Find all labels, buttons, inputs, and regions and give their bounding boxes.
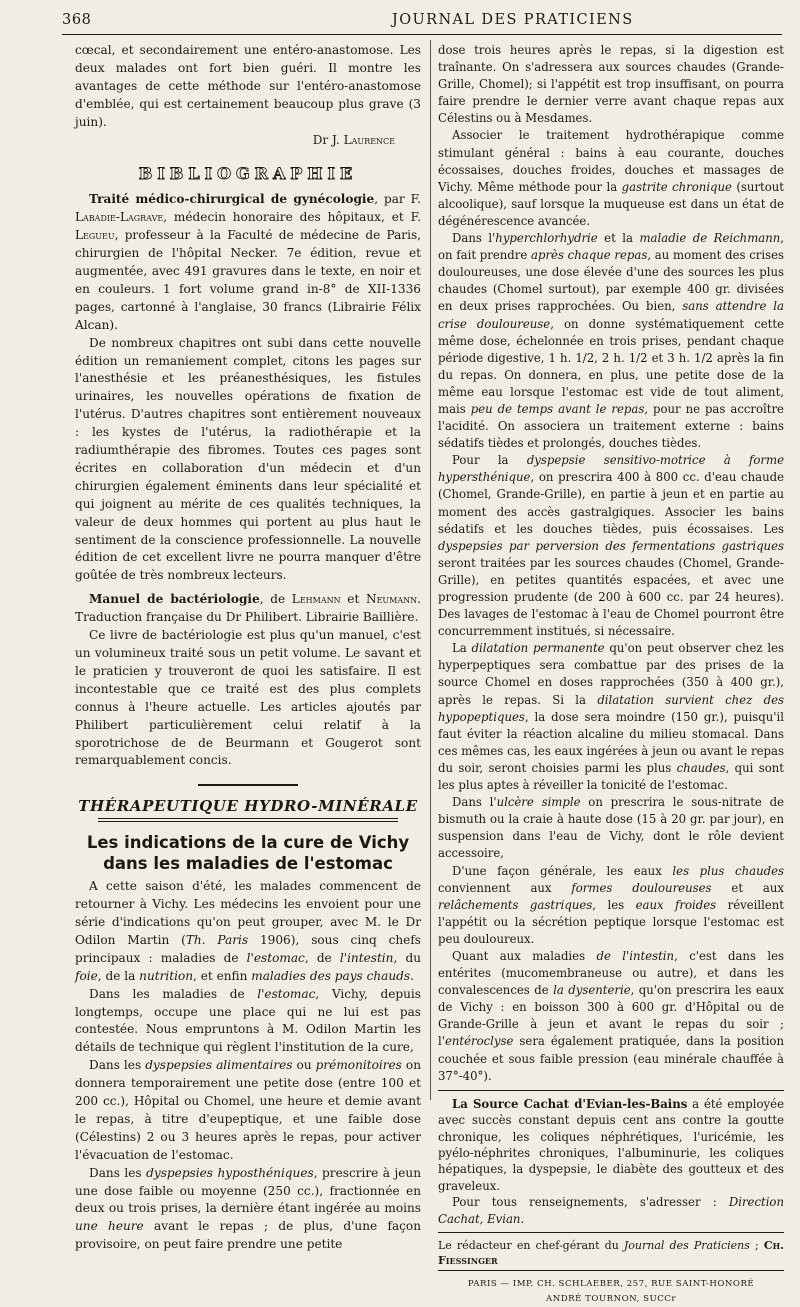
book-title: Manuel de bactériologie bbox=[89, 592, 260, 607]
book-review-bacteriologie: Ce livre de bactériologie est plus qu'un manuel, c'est un volumineux traité sous un petit volume. Le savant et le praticien y trouveront de quoi les satisfaire. Il est incontestable que ce traité est des plus complets connus à l'heure actuelle. Les articles ajoutés par Philibert particulièrement celui relatif à la sporotrichose de de Beurmann et Gougerot sont remarquablement concis. bbox=[75, 628, 421, 768]
section-title-rule bbox=[98, 818, 398, 822]
book-author: Lehmann bbox=[291, 592, 341, 607]
article-paragraph: Quant aux maladies de l'intestin, c'est dans les entérites (mucomembraneuse ou autre), et dans les convalescences de la dysenterie, qu'on prescrira les eaux de Vichy : en boisson 300 à 600 gr. d'Hôpital ou de Grande-Grille à jeun et avant le repas du soir ; l'entéroclyse sera également pratiquée, dans la position couchée et sous faible pression (eau minérale chauffée à 37°-40°). bbox=[438, 948, 784, 1083]
section-divider bbox=[75, 776, 421, 794]
section-title: THÉRAPEUTIQUE HYDRO-MINÉRALE bbox=[78, 797, 418, 816]
left-column bbox=[75, 42, 421, 1254]
advert-rule bbox=[438, 1232, 784, 1233]
article-paragraph: D'une façon générale, les eaux les plus chaudes conviennent aux formes douloureuses et aux relâchements gastriques, les eaux froides réveillent l'appétit ou la sécrétion peptique lorsque l'estomac est peu douloureux. bbox=[438, 863, 784, 946]
book-entry-gynecologie: Traité médico-chirurgical de gynécologie, par F. Labadie-Lagrave, médecin honoraire des hôpitaux, et F. Legueu, professeur à la Faculté de médecine de Paris, chirurgien de l'hôpital Necker. 7e édition, revue et augmentée, avec 491 gravures dans le texte, en noir et en couleurs. 1 fort volume grand in-8° de XII-1336 pages, cartonné à l'anglaise, 30 francs (Librairie Félix Alcan). bbox=[75, 192, 421, 332]
advert-rule bbox=[438, 1090, 784, 1091]
running-header bbox=[62, 8, 782, 35]
editor-name: Ch. Fiessinger bbox=[438, 1238, 784, 1267]
advert-contact: Direction Cachat, Evian. bbox=[438, 1195, 784, 1226]
article-paragraph: Dans les dyspepsies hyposthéniques, prescrire à jeun une dose faible ou moyenne (250 cc.), fractionnée en deux ou trois prises, la dernière étant ingérée au moins une heure avant le repas ; de plus, d'une façon provisoire, on peut faire prendre une petite bbox=[75, 1165, 422, 1252]
journal-title: JOURNAL DES PRATICIENS bbox=[392, 12, 634, 28]
book-author: Neumann bbox=[366, 592, 418, 607]
article-paragraph: Dans l'ulcère simple on prescrira le sous-nitrate de bismuth ou la craie à haute dose (15 à 20 gr. par jour), en suspension dans l'eau de Vichy, dont le rôle devient accessoire, bbox=[438, 795, 784, 861]
article-paragraph: Dans l'hyperchlorhydrie et la maladie de Reichmann, on fait prendre après chaque repas, au moment des crises douloureuses, une dose élevée d'une des sources les plus chaudes (Chomel surtout), par exemple 400 gr. divisées en deux prises rapprochées. Ou bien, sans attendre la crise douloureuse, on donne systématiquement cette même dose, échelonnée en trois prises, pendant chaque période digestive, 1 h. 1/2, 2 h. 1/2 et 3 h. 1/2 après la fin du repas. On donnera, en plus, une petite dose de la même eau lorsque l'estomac est vide de tout aliment, mais peu de temps avant le repas, pour ne pas accroître l'acidité. On associera un traitement externe : bains sédatifs tièdes et prolongés, douches tièdes. bbox=[438, 231, 785, 451]
book-review-gynecologie: De nombreux chapitres ont subi dans cette nouvelle édition un remaniement complet, citons les pages sur l'anesthésie et les préanesthésiques, les fistules urinaires, les nouvelles opérations de fixation de l'utérus. D'autres chapitres sont entièrement nouveaux : les kystes de l'utérus, la radiothérapie et la radiumthérapie des fibromes. Toutes ces pages sont écrites en collaboration d'un médecin et d'un chirurgien également éminents dans leur spécialité et qui joignent au mérite de ces qualités techniques, la valeur de deux hommes qui portent au plus haut le sentiment de la conscience professionnelle. La nouvelle édition de cet excellent livre ne pourra manquer d'être goûtée de très nombreux lecteurs. bbox=[75, 335, 421, 583]
advert-cachat: La Source Cachat d'Evian-les-Bains a été employée avec succès constant depuis cent ans contre la goutte chronique, les coliques néphrétiques, l'uricémie, les pyélo-néphrites chroniques, l'albuminurie, les coliques hépatiques, la dyspepsie, le diabète des goutteux et des graveleux. Pour tous renseignements, s'adresser : Direction Cachat, Evian. bbox=[438, 1096, 784, 1226]
book-author: Labadie-Lagrave bbox=[75, 210, 164, 225]
advert-title: La Source Cachat d'Evian-les-Bains bbox=[452, 1096, 688, 1111]
intro-paragraph: cœcal, et secondairement une entéro-anastomose. Les deux malades ont fort bien guéri. Il montre les avantages de cette méthode sur l'entéro-anastomose d'emblée, qui est certainement beaucoup plus grave (3 juin). bbox=[75, 43, 421, 129]
bibliography-heading: BIBLIOGRAPHIE bbox=[138, 164, 358, 184]
printer-imprint: PARIS — IMP. CH. SCHLAEBER, 257, RUE SAINT-HONORÉ ANDRÉ TOURNON, SUCCr bbox=[467, 1278, 755, 1304]
article-paragraph: Dans les dyspepsies alimentaires ou prémonitoires on donnera temporairement une petite dose (entre 100 et 200 cc.), Hôpital ou Chomel, une heure et demie avant le repas, à titre d'eupeptique, et une faible dose (Célestins) 2 ou 3 heures après le repas, pour activer l'évacuation de l'estomac. bbox=[75, 1058, 421, 1162]
right-column bbox=[438, 42, 784, 1307]
book-author: Legueu bbox=[75, 228, 115, 243]
intro-signature: Dr J. Laurence bbox=[312, 132, 395, 147]
article-paragraph: Dans les maladies de l'estomac, Vichy, depuis longtemps, occupe une place qui ne lui est pas contestée. Nous empruntons à M. Odilon Martin les détails de technique qui règlent l'institution de la cure, bbox=[75, 986, 421, 1055]
article-paragraph: Associer le traitement hydrothérapique comme stimulant général : bains à eau courante, douches écossaises, douches froides, douches et massages de Vichy. Même méthode pour la gastrite chronique (surtout alcoolique), sauf lorsque la muqueuse est dans un état de dégénérescence avancée. bbox=[438, 128, 784, 228]
article-paragraph: A cette saison d'été, les malades commencent de retourner à Vichy. Les médecins les envoient pour une série d'indications qu'on peut grouper, avec M. le Dr Odilon Martin (Th. Paris 1906), sous cinq chefs principaux : maladies de l'estomac, de l'intestin, du foie, de la nutrition, et enfin maladies des pays chauds. bbox=[75, 879, 422, 983]
article-paragraph: dose trois heures après le repas, si la digestion est traînante. On s'adressera aux sources chaudes (Grande-Grille, Chomel); si l'appétit est trop insuffisant, on pourra faire prendre le dernier verre avant chaque repas aux Célestins ou à Mesdames. bbox=[438, 43, 784, 126]
column-divider bbox=[430, 40, 431, 1100]
article-paragraph: La dilatation permanente qu'on peut observer chez les hyperpeptiques sera combattue par des prises de la source Chomel en doses rapprochées (350 à 400 gr.), après le repas. Si la dilatation survient chez des hypopeptiques, la dose sera moindre (150 gr.), puisqu'il faut éviter la réaction alcaline du milieu stomacal. Dans ces mêmes cas, les eaux ingérées à jeun ou avant le repas du soir, seront choisies parmi les plus chaudes, qui sont les plus aptes à réveiller la tonicité de l'estomac. bbox=[438, 641, 784, 793]
article-paragraph: Pour la dyspepsie sensitivo-motrice à forme hypersthénique, on prescrira 400 à 800 cc. d'eau chaude (Chomel, Grande-Grille), en partie à jeun et en partie au moment des accès gastralgiques. Associer les bains sédatifs et les douches tièdes, puis écossaises. Les dyspepsies par perversion des fermentations gastriques seront traitées par les sources chaudes (Chomel, Grande-Grille), en petites quantités espacées, et avec une progression prudente (de 200 à 600 cc. par 24 heures). Des lavages de l'estomac à l'eau de Chomel pourront être concurremment institués, si nécessaire. bbox=[438, 453, 784, 639]
editor-line: Le rédacteur en chef-gérant du Journal des Praticiens ; Ch. Fiessinger bbox=[438, 1238, 784, 1271]
page-number: 368 bbox=[62, 12, 92, 28]
book-title: Traité médico-chirurgical de gynécologie bbox=[89, 192, 375, 207]
article-title: Les indications de la cure de Vichy dans les maladies de l'estomac bbox=[86, 833, 410, 874]
book-entry-bacteriologie: Manuel de bactériologie, de Lehmann et Neumann. Traduction française du Dr Philibert. Librairie Baillière. bbox=[75, 592, 421, 625]
